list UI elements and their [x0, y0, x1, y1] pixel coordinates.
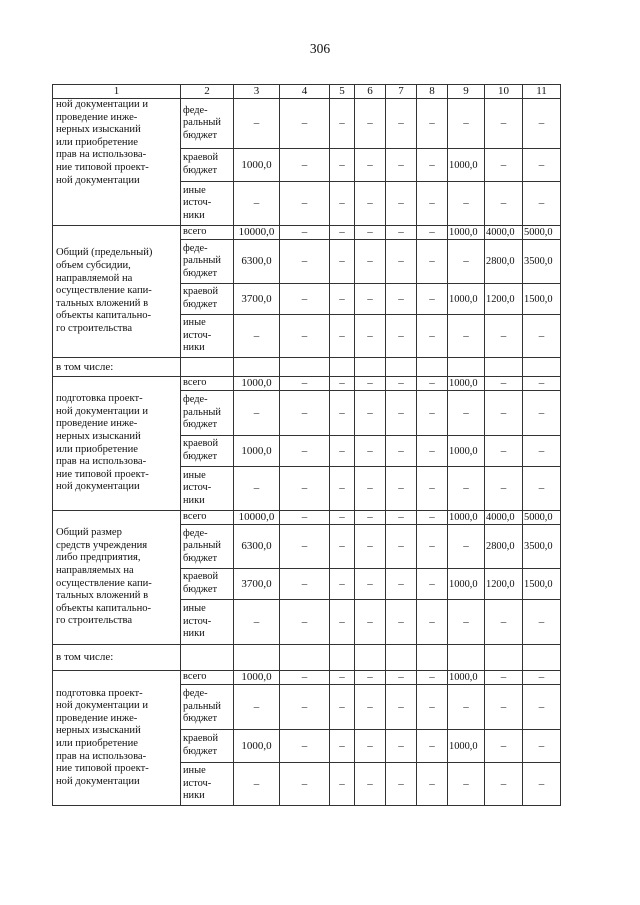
empty-cell	[485, 645, 523, 671]
value-cell: 5000,0	[523, 511, 561, 525]
funding-source: всего	[181, 377, 234, 391]
value-cell: –	[280, 730, 330, 763]
value-cell: –	[386, 284, 417, 315]
value-cell: 6300,0	[234, 525, 280, 569]
value-cell: –	[485, 763, 523, 806]
value-cell: 1000,0	[448, 149, 485, 182]
value-cell: –	[355, 240, 386, 284]
table-row	[53, 377, 561, 391]
value-cell: –	[355, 284, 386, 315]
value-cell: –	[280, 99, 330, 149]
value-cell: –	[280, 525, 330, 569]
value-cell: –	[417, 436, 448, 467]
value-cell: –	[355, 315, 386, 358]
value-cell: –	[330, 511, 355, 525]
value-cell: –	[448, 685, 485, 730]
empty-cell	[523, 358, 561, 377]
value-cell: –	[330, 377, 355, 391]
funding-source: краевой бюджет	[181, 569, 234, 600]
value-cell: –	[330, 600, 355, 645]
empty-cell	[181, 645, 234, 671]
empty-cell	[234, 358, 280, 377]
funding-source: феде- ральный бюджет	[181, 525, 234, 569]
value-cell: –	[234, 182, 280, 226]
table-row	[53, 99, 561, 149]
column-header: 4	[280, 85, 330, 99]
value-cell: 1000,0	[234, 671, 280, 685]
value-cell: 1200,0	[485, 569, 523, 600]
value-cell: –	[280, 436, 330, 467]
value-cell: –	[417, 763, 448, 806]
value-cell: –	[280, 763, 330, 806]
value-cell: –	[417, 467, 448, 511]
value-cell: –	[355, 511, 386, 525]
value-cell: 10000,0	[234, 226, 280, 240]
value-cell: –	[386, 240, 417, 284]
value-cell: 1000,0	[448, 377, 485, 391]
empty-cell	[448, 358, 485, 377]
value-cell: –	[417, 391, 448, 436]
value-cell: –	[355, 569, 386, 600]
column-header: 5	[330, 85, 355, 99]
value-cell: –	[330, 284, 355, 315]
value-cell: –	[448, 315, 485, 358]
value-cell: –	[355, 671, 386, 685]
value-cell: –	[330, 226, 355, 240]
subtotal-row	[53, 645, 561, 671]
value-cell: –	[234, 763, 280, 806]
value-cell: 4000,0	[485, 226, 523, 240]
value-cell: 3500,0	[523, 240, 561, 284]
value-cell: –	[280, 467, 330, 511]
value-cell: –	[330, 436, 355, 467]
value-cell: –	[448, 763, 485, 806]
value-cell: –	[417, 685, 448, 730]
funding-source: всего	[181, 671, 234, 685]
value-cell: –	[355, 600, 386, 645]
funding-source: краевой бюджет	[181, 436, 234, 467]
value-cell: –	[386, 763, 417, 806]
value-cell: 3700,0	[234, 569, 280, 600]
value-cell: –	[330, 569, 355, 600]
value-cell: –	[485, 730, 523, 763]
value-cell: –	[280, 226, 330, 240]
column-header: 10	[485, 85, 523, 99]
value-cell: –	[485, 436, 523, 467]
value-cell: –	[330, 315, 355, 358]
value-cell: –	[330, 240, 355, 284]
value-cell: –	[523, 467, 561, 511]
value-cell: 3700,0	[234, 284, 280, 315]
funding-source: феде- ральный бюджет	[181, 391, 234, 436]
value-cell: –	[280, 391, 330, 436]
value-cell: –	[386, 467, 417, 511]
value-cell: –	[417, 149, 448, 182]
value-cell: –	[330, 685, 355, 730]
in-that-number-label: в том числе:	[53, 645, 181, 671]
value-cell: –	[386, 315, 417, 358]
value-cell: –	[355, 149, 386, 182]
value-cell: 4000,0	[485, 511, 523, 525]
value-cell: –	[355, 525, 386, 569]
value-cell: –	[386, 600, 417, 645]
value-cell: 1000,0	[448, 569, 485, 600]
value-cell: –	[386, 511, 417, 525]
value-cell: –	[523, 391, 561, 436]
value-cell: –	[386, 182, 417, 226]
value-cell: 1500,0	[523, 284, 561, 315]
column-header: 2	[181, 85, 234, 99]
in-that-number-label: в том числе:	[53, 358, 181, 377]
column-header: 3	[234, 85, 280, 99]
value-cell: –	[330, 149, 355, 182]
value-cell: –	[386, 99, 417, 149]
value-cell: 1000,0	[448, 671, 485, 685]
value-cell: –	[417, 240, 448, 284]
funding-source: краевой бюджет	[181, 730, 234, 763]
value-cell: –	[280, 377, 330, 391]
funding-source: иные источ- ники	[181, 600, 234, 645]
value-cell: –	[386, 730, 417, 763]
empty-cell	[386, 645, 417, 671]
funding-source: краевой бюджет	[181, 284, 234, 315]
value-cell: –	[386, 525, 417, 569]
value-cell: –	[330, 391, 355, 436]
value-cell: –	[448, 467, 485, 511]
value-cell: 6300,0	[234, 240, 280, 284]
value-cell: –	[330, 763, 355, 806]
empty-cell	[355, 645, 386, 671]
row-description: Общий размер средств учреждения либо предприятия, направляемых на осуществление капи- тальных вложений в объекты капитально- го строительства	[53, 511, 181, 645]
value-cell: 5000,0	[523, 226, 561, 240]
table-row	[53, 226, 561, 240]
value-cell: 3500,0	[523, 525, 561, 569]
value-cell: –	[485, 600, 523, 645]
value-cell: 1000,0	[234, 377, 280, 391]
value-cell: –	[485, 391, 523, 436]
value-cell: –	[485, 149, 523, 182]
value-cell: 2800,0	[485, 240, 523, 284]
value-cell: –	[417, 525, 448, 569]
value-cell: 1000,0	[234, 730, 280, 763]
value-cell: –	[386, 569, 417, 600]
column-header: 8	[417, 85, 448, 99]
empty-cell	[330, 645, 355, 671]
empty-cell	[280, 358, 330, 377]
value-cell: –	[280, 511, 330, 525]
empty-cell	[330, 358, 355, 377]
value-cell: –	[417, 99, 448, 149]
value-cell: 1000,0	[448, 436, 485, 467]
value-cell: –	[417, 671, 448, 685]
value-cell: –	[523, 763, 561, 806]
value-cell: –	[280, 149, 330, 182]
value-cell: –	[417, 315, 448, 358]
header-row	[53, 85, 561, 99]
value-cell: –	[523, 182, 561, 226]
value-cell: –	[280, 600, 330, 645]
value-cell: –	[355, 377, 386, 391]
funding-source: всего	[181, 226, 234, 240]
column-header: 6	[355, 85, 386, 99]
value-cell: –	[523, 671, 561, 685]
value-cell: –	[355, 391, 386, 436]
value-cell: –	[386, 149, 417, 182]
value-cell: –	[234, 391, 280, 436]
value-cell: –	[386, 391, 417, 436]
value-cell: –	[448, 182, 485, 226]
value-cell: –	[485, 685, 523, 730]
empty-cell	[417, 358, 448, 377]
value-cell: –	[523, 99, 561, 149]
value-cell: –	[417, 226, 448, 240]
value-cell: 1000,0	[448, 730, 485, 763]
value-cell: –	[234, 685, 280, 730]
value-cell: –	[386, 226, 417, 240]
value-cell: –	[330, 730, 355, 763]
value-cell: –	[417, 730, 448, 763]
value-cell: –	[355, 99, 386, 149]
funding-source: феде- ральный бюджет	[181, 240, 234, 284]
value-cell: –	[330, 671, 355, 685]
value-cell: –	[355, 685, 386, 730]
empty-cell	[485, 358, 523, 377]
page-number: 306	[309, 41, 331, 56]
value-cell: –	[485, 671, 523, 685]
value-cell: –	[234, 600, 280, 645]
value-cell: –	[330, 525, 355, 569]
column-header: 9	[448, 85, 485, 99]
funding-source: иные источ- ники	[181, 182, 234, 226]
value-cell: –	[523, 600, 561, 645]
value-cell: –	[355, 730, 386, 763]
funding-source: иные источ- ники	[181, 467, 234, 511]
empty-cell	[417, 645, 448, 671]
subtotal-row	[53, 358, 561, 377]
value-cell: –	[355, 182, 386, 226]
row-description: Общий (предельный) объем субсидии, направляемой на осуществление капи- тальных вложений в объекты капитально- го строительства	[53, 226, 181, 358]
funding-source: феде- ральный бюджет	[181, 685, 234, 730]
empty-cell	[181, 358, 234, 377]
value-cell: –	[234, 467, 280, 511]
value-cell: –	[386, 436, 417, 467]
value-cell: –	[355, 436, 386, 467]
table-row	[53, 511, 561, 525]
funding-source: краевой бюджет	[181, 149, 234, 182]
value-cell: –	[280, 240, 330, 284]
value-cell: –	[448, 600, 485, 645]
value-cell: –	[234, 315, 280, 358]
value-cell: 1500,0	[523, 569, 561, 600]
value-cell: –	[523, 730, 561, 763]
value-cell: –	[448, 391, 485, 436]
value-cell: 1000,0	[448, 284, 485, 315]
value-cell: 10000,0	[234, 511, 280, 525]
value-cell: –	[448, 240, 485, 284]
value-cell: –	[485, 315, 523, 358]
funding-source: иные источ- ники	[181, 763, 234, 806]
value-cell: 1000,0	[448, 511, 485, 525]
value-cell: –	[280, 284, 330, 315]
empty-cell	[386, 358, 417, 377]
value-cell: –	[355, 467, 386, 511]
value-cell: –	[523, 377, 561, 391]
value-cell: –	[485, 182, 523, 226]
column-header: 1	[53, 85, 181, 99]
value-cell: 1000,0	[448, 226, 485, 240]
value-cell: –	[417, 377, 448, 391]
value-cell: –	[330, 182, 355, 226]
value-cell: –	[485, 467, 523, 511]
value-cell: –	[355, 226, 386, 240]
column-header: 11	[523, 85, 561, 99]
value-cell: –	[280, 685, 330, 730]
row-description: подготовка проект- ной документации и проведение инже- нерных изысканий или приобретение прав на использова- ние типовой проект- ной документации	[53, 671, 181, 806]
empty-cell	[280, 645, 330, 671]
value-cell: –	[417, 600, 448, 645]
value-cell: –	[330, 467, 355, 511]
value-cell: –	[386, 685, 417, 730]
value-cell: –	[234, 99, 280, 149]
value-cell: –	[417, 182, 448, 226]
value-cell: –	[280, 182, 330, 226]
funding-source: феде- ральный бюджет	[181, 99, 234, 149]
value-cell: –	[417, 569, 448, 600]
value-cell: –	[280, 671, 330, 685]
funding-source: всего	[181, 511, 234, 525]
value-cell: –	[355, 763, 386, 806]
value-cell: 1000,0	[234, 149, 280, 182]
value-cell: –	[523, 685, 561, 730]
empty-cell	[448, 645, 485, 671]
value-cell: –	[485, 99, 523, 149]
value-cell: –	[330, 99, 355, 149]
value-cell: –	[523, 149, 561, 182]
empty-cell	[355, 358, 386, 377]
budget-table	[52, 84, 561, 806]
value-cell: –	[448, 525, 485, 569]
table-row	[53, 671, 561, 685]
value-cell: –	[386, 671, 417, 685]
row-description: ной документации и проведение инже- нерных изысканий или приобретение прав на использова- ние типовой проект- ной документации	[53, 99, 181, 226]
value-cell: –	[386, 377, 417, 391]
value-cell: –	[280, 569, 330, 600]
value-cell: –	[417, 284, 448, 315]
column-header: 7	[386, 85, 417, 99]
value-cell: –	[448, 99, 485, 149]
value-cell: –	[280, 315, 330, 358]
value-cell: –	[523, 436, 561, 467]
value-cell: –	[417, 511, 448, 525]
empty-cell	[523, 645, 561, 671]
empty-cell	[234, 645, 280, 671]
value-cell: 2800,0	[485, 525, 523, 569]
value-cell: –	[485, 377, 523, 391]
funding-source: иные источ- ники	[181, 315, 234, 358]
value-cell: 1000,0	[234, 436, 280, 467]
value-cell: 1200,0	[485, 284, 523, 315]
value-cell: –	[523, 315, 561, 358]
row-description: подготовка проект- ной документации и проведение инже- нерных изысканий или приобретение прав на использова- ние типовой проект- ной документации	[53, 377, 181, 511]
